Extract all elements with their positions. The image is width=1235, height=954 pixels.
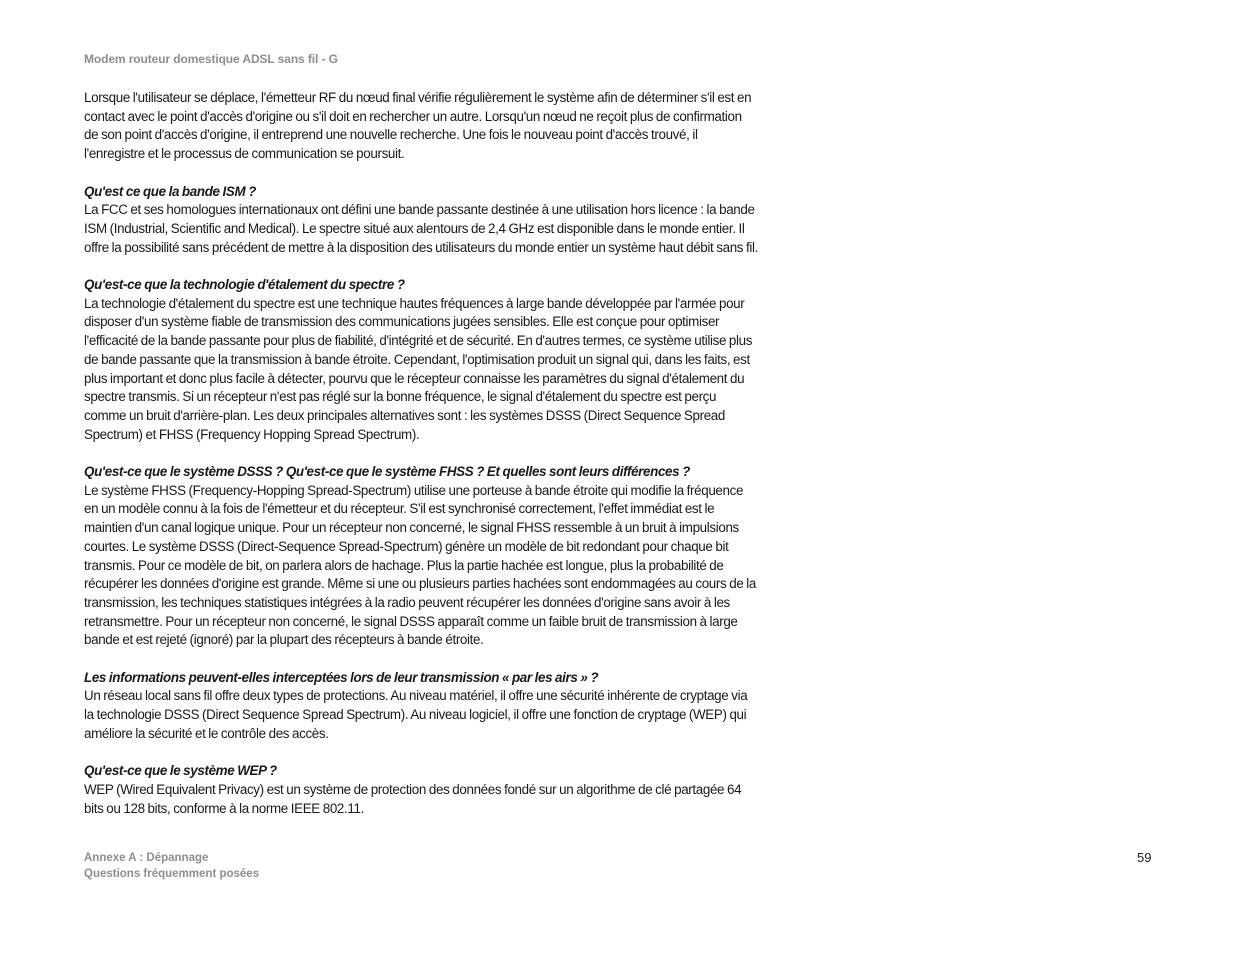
faq-section-ism <box>84 183 758 258</box>
faq-question: Les informations peuvent-elles interceptées lors de leur transmission « par les airs » ? <box>84 669 599 685</box>
faq-answer: Un réseau local sans fil offre deux types de protections. Au niveau matériel, il offre une sécurité inhérente de cryptage via la technologie DSSS (Direct Sequence Spread Spectrum). Au niveau logiciel, il offre une fonction de cryptage (WEP) qui améliore la sécurité et le contrôle des accès. <box>84 688 748 741</box>
footer-chapter: Annexe A : Dépannage <box>84 852 209 864</box>
faq-section-interception <box>84 669 758 744</box>
faq-section-wep <box>84 762 758 818</box>
faq-question: Qu'est-ce que la technologie d'étalement du spectre ? <box>84 277 405 292</box>
faq-answer: Le système FHSS (Frequency-Hopping Spread-Spectrum) utilise une porteuse à bande étroite qui modifie la fréquence en un modèle connu à la fois de l'émetteur et du récepteur. S'il est synchronisé correctement, l'effet immédiat est le maintien d'un canal logique unique. Pour un récepteur non concerné, le signal FHSS ressemble à un bruit à impulsions courtes. Le système DSSS (Direct-Sequence Spread-Spectrum) génère un modèle de bit redondant pour chaque bit transmis. Pour ce modèle de bit, on parlera alors de hachage. Plus la partie hachée est longue, plus la probabilité de récupérer les données d'origine est grande. Même si une ou plusieurs parties hachées sont endommagées au cours de la transmission, les techniques statistiques intégrées à la radio peuvent récupérer les données d'origine sans avoir à les retransmettre. Pour un récepteur non concerné, le signal DSSS apparaît comme un faible bruit de transmission à large bande et est rejeté (ignoré) par la plupart des récepteurs à bande étroite. <box>84 482 757 648</box>
running-footer <box>84 850 259 882</box>
faq-question: Qu'est-ce que le système DSSS ? Qu'est-ce que le système FHSS ? Et quelles sont leurs différences ? <box>84 464 690 480</box>
page-body <box>84 89 758 837</box>
footer-section: Questions fréquemment posées <box>84 868 260 880</box>
intro-paragraph: Lorsque l'utilisateur se déplace, l'émetteur RF du nœud final vérifie régulièrement le système afin de déterminer s'il est en contact avec le point d'accès d'origine ou s'il doit en rechercher un autre. Lorsqu'un nœud ne reçoit plus de confirmation de son point d'accès d'origine, il entreprend une nouvelle recherche. Une fois le nouveau point d'accès trouvé, il l'enregistre et le processus de communication se poursuit. <box>84 90 752 162</box>
running-header: Modem routeur domestique ADSL sans fil - G <box>84 52 338 66</box>
faq-section-dsss-fhss <box>84 463 758 650</box>
faq-answer: La FCC et ses homologues internationaux ont défini une bande passante destinée à une utilisation hors licence : la bande ISM (Industrial, Scientific and Medical). Le spectre situé aux alentours de 2,4 GHz est disponible dans le monde entier. Il offre la possibilité sans précédent de mettre à la disposition des utilisateurs du monde entier un système haut débit sans fil. <box>84 202 759 255</box>
faq-question: Qu'est-ce que le système WEP ? <box>84 763 277 779</box>
faq-section-spread-spectrum <box>84 276 758 444</box>
faq-question: Qu'est ce que la bande ISM ? <box>84 183 256 199</box>
faq-answer: WEP (Wired Equivalent Privacy) est un système de protection des données fondé sur un algorithme de clé partagée 64 bits ou 128 bits, conforme à la norme IEEE 802.11. <box>84 781 742 816</box>
faq-answer: La technologie d'étalement du spectre est une technique hautes fréquences à large bande développée par l'armée pour disposer d'un système fiable de transmission des communications jugées sensibles. Elle est conçue pour optimiser l'efficacité de la bande passante pour plus de fiabilité, d'intégrité et de sécurité. En d'autres termes, ce système utilise plus de bande passante que la transmission à bande étroite. Cependant, l'optimisation produit un signal qui, dans les faits, est plus important et donc plus facile à détecter, pourvu que le récepteur connaisse les paramètres du signal d'étalement du spectre transmis. Si un récepteur n'est pas réglé sur la bonne fréquence, le signal d'étalement du spectre est perçu comme un bruit d'arrière-plan. Les deux principales alternatives sont : les systèmes DSSS (Direct Sequence Spread Spectrum) et FHSS (Frequency Hopping Spread Spectrum). <box>84 295 753 442</box>
page-number: 59 <box>1137 850 1152 865</box>
